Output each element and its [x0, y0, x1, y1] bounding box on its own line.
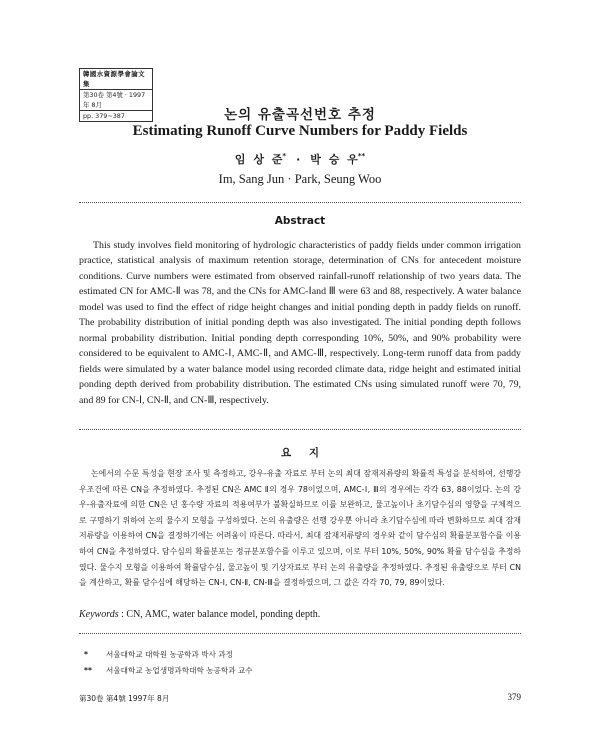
- footnote-1: [84, 647, 514, 663]
- title-korean: 논의 유출곡선번호 추정: [224, 107, 376, 123]
- author-first-korean: 임 상 준: [234, 153, 283, 166]
- footer-page-number: 379: [507, 692, 521, 702]
- author-second-korean: 박 승 우: [310, 153, 358, 166]
- keywords: [79, 609, 521, 620]
- korean-summary-text: 논에서의 수문 특성을 현장 조사 및 측정하고, 강우-유출 자료로 부터 논의 최대 잠재저류량의 확률적 특성을 분석하여, 선행강우조건에 따른 CN을 추정하였다. 추정된 CN은 AMC Ⅱ의 경우 78이었으며, AMC-Ⅰ, Ⅲ의 경우에는 각각 63, 88이었다. 논의 강우-유출자료에 의한 CN은 년 홍수량 자료의 적용여부가 불확실하므로 이를 보완하고, 물고높이나 초기담수심의 영향을 구체적으로 구명하기 위하여 논의 물수지 모형을 구성하였다. 논의 유출량은 선행 강우뿐 아니라 초기담수심에 따라 변화하므로 최대 잠재저류량을 이용하여 CN을 결정하기에는 어려움이 따른다. 따라서, 최대 잠재저류량의 경우와 같이 담수심의 확률분포함수를 이용하여 CN을 추정하였다. 담수심의 확률분포는 정규분포함수를 이루고 있으며, 이로 부터 10%, 50%, 90% 확률 담수심을 추정하였다. 물수지 모형을 이용하여 확률담수심, 물고높이 및 기상자료로 부터 논의 유출량을 추정하였다. 추정된 유출량으로 부터 CN을 계산하고, 확률 담수심에 해당하는 CN-Ⅰ, CN-Ⅱ, CN-Ⅲ을 결정하였으며, 그 값은 각각 70, 79, 89이었다.: [79, 469, 521, 588]
- authors-korean: [0, 151, 600, 167]
- korean-summary-body: [79, 466, 521, 591]
- keywords-label: Keywords: [79, 609, 119, 620]
- korean-summary-heading: 요 지: [281, 447, 319, 459]
- journal-pages: pp. 379~387: [79, 110, 153, 122]
- journal-volume-issue: 第30卷 第4號 · 1997年 8月: [79, 89, 153, 110]
- divider-middle: [79, 429, 521, 430]
- footer-journal-issue: 第30卷 第4號 1997年 8月: [79, 694, 170, 703]
- journal-name: 韓國水資源學會論文集: [79, 68, 153, 89]
- abstract-body: [79, 238, 521, 408]
- keywords-text: : CN, AMC, water balance model, ponding depth.: [121, 609, 321, 620]
- title-english: Estimating Runoff Curve Numbers for Paddy Fields: [132, 123, 468, 139]
- footnote-2-text: 서울대학교 농업생명과학대학 농공학과 교수: [106, 666, 253, 675]
- footnote-1-text: 서울대학교 대학원 농공학과 박사 과정: [106, 650, 234, 659]
- divider-footnotes: [79, 633, 521, 634]
- footnote-2-mark: **: [84, 666, 92, 675]
- footnote-1-mark: *: [84, 650, 88, 659]
- author-second-mark: **: [357, 152, 366, 160]
- footnote-2: [84, 663, 514, 679]
- divider-top: [79, 202, 521, 203]
- author-separator: ·: [296, 153, 301, 166]
- author-first-mark: *: [282, 152, 287, 160]
- abstract-text: This study involves field monitoring of hydrologic characteristics of paddy fields under common irrigation practice, statistical analysis of maximum retention storage, determination of CNs for antecedent moisture conditions. Curve numbers were estimated from observed rainfall-runoff relationship of two years data. The estimated CN for AMC-Ⅱ was 78, and the CNs for AMC-Ⅰand Ⅲ were 63 and 88, respectively. A water balance model was used to find the effect of ridge height changes and initial ponding depth in paddy fields on runoff. The probability distribution of initial ponding depth was also investigated. The initial ponding depth follows normal probability distribution. Initial ponding depth corresponding 10%, 50%, and 90% probability were considered to be equivalent to AMC-Ⅰ, AMC-Ⅱ, and AMC-Ⅲ, respectively. Long-term runoff data from paddy fields were simulated by a water balance model using recorded climate data, ridge height and estimated initial ponding depth derived from probability distribution. The estimated CNs using simulated runoff were 70, 79, and 89 for CN-Ⅰ, CN-Ⅱ, and CN-Ⅲ, respectively.: [79, 240, 521, 406]
- footnotes: [84, 647, 514, 679]
- authors-english: Im, Sang Jun · Park, Seung Woo: [218, 172, 382, 186]
- abstract-heading: Abstract: [274, 215, 326, 227]
